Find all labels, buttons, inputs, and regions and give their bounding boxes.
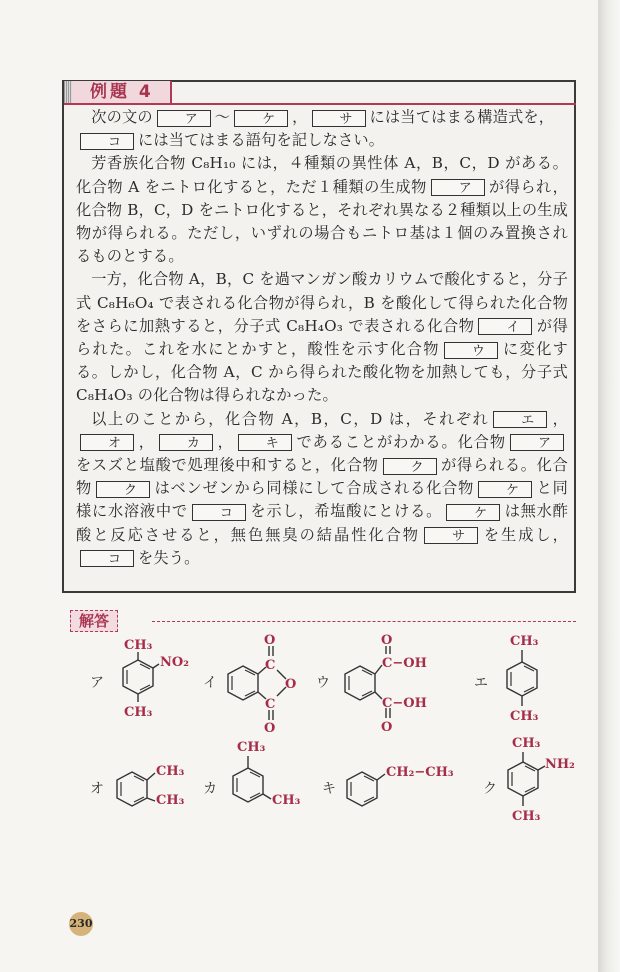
- text: をスズと塩酸で処理後中和すると，化合物: [76, 456, 379, 475]
- cooh-top-label: C−OH: [382, 656, 427, 671]
- blank-box: ク: [96, 481, 150, 498]
- o-bottom-label: O: [264, 721, 276, 736]
- no2-label: NO₂: [160, 655, 189, 670]
- text: が得られ，化合物 B，C，D をニトロ化すると，それぞれ異なる２種類以上の生成物が得られる。ただし，いずれの場合もニトロ基は１個のみ置換されるものとする。: [76, 177, 568, 266]
- ch3-a-label: CH₃: [156, 764, 185, 779]
- answer-divider: [152, 621, 576, 622]
- example-tab-bg: [64, 81, 172, 103]
- text: ，: [292, 108, 308, 126]
- text: ，: [216, 432, 234, 451]
- o-ring-label: O: [285, 677, 297, 692]
- cooh-bottom-label: C−OH: [382, 696, 427, 711]
- blank-box: ア: [157, 110, 211, 127]
- text: 以上のことから，化合物 A，B，C，D は，それぞれ: [91, 409, 490, 428]
- structure-phthalic-acid: [338, 633, 448, 735]
- blank-box: コ: [192, 504, 246, 521]
- answer-heading-text: 解答: [79, 612, 110, 630]
- c-bottom-label: C: [265, 697, 276, 712]
- example-title: 例題 4: [90, 82, 154, 102]
- page-edge-shadow: [598, 0, 620, 972]
- ch3-bottom-label: CH₃: [510, 709, 539, 724]
- blank-box: ア: [431, 179, 485, 196]
- blank-box: サ: [312, 110, 366, 127]
- paragraph-oxidation: [76, 268, 568, 407]
- blank-box: キ: [238, 434, 292, 451]
- answer-label-a: ア: [90, 675, 104, 691]
- blank-box: イ: [478, 318, 532, 335]
- nh2-label: NH₂: [545, 757, 575, 772]
- c-top-label: C: [265, 658, 276, 673]
- blank-box: ケ: [234, 110, 288, 127]
- answer-label-o: オ: [90, 781, 104, 797]
- blank-box: ケ: [446, 504, 500, 521]
- text: 一方，化合物 A，B，C を過マンガン酸カリウムで酸化すると，分子式 C₈H₆O₄ で表される化合物が得られ，B を酸化して得られた化合物をさらに加熱すると，分子式 C₈H₄O₃ で表される化合物: [76, 270, 568, 335]
- text: であることがわかる。化合物: [295, 432, 507, 451]
- answer-heading: [70, 610, 118, 632]
- answer-label-u: ウ: [316, 675, 330, 691]
- blank-box: ケ: [478, 481, 532, 498]
- text: と同様に水溶液中で: [76, 479, 569, 521]
- paragraph-isomers: [76, 152, 568, 268]
- text: は無水酢酸と反応させると，無色無臭の結晶性化合物: [76, 502, 569, 544]
- structure-p-xylene: [500, 632, 560, 727]
- text: には当てはまる構造式を，: [369, 108, 555, 126]
- structure-o-xylene: [115, 758, 200, 818]
- blank-box: ウ: [444, 342, 498, 359]
- ch3-top-label: CH₃: [237, 740, 266, 755]
- text: 次の文の: [91, 108, 153, 126]
- text: ，: [138, 432, 155, 451]
- answer-label-ki: キ: [322, 781, 336, 797]
- structure-ethylbenzene: [345, 756, 475, 816]
- tab-underline: [64, 103, 576, 105]
- text: に変化する。しかし，化合物 A，C から得られた酸化物を加熱しても，分子式 C₈H₄O₃ の化合物は得られなかった。: [76, 340, 568, 405]
- paragraph-instructions: [76, 106, 568, 152]
- text: を失う。: [138, 548, 200, 567]
- blank-box: カ: [159, 434, 213, 451]
- text: が得られる。化合物: [76, 456, 568, 498]
- blank-box: コ: [80, 550, 134, 567]
- text: 芳香族化合物 C₈H₁₀ には，４種類の異性体 A，B，C，D がある。化合物 A をニトロ化すると，ただ１種類の生成物: [76, 154, 568, 196]
- blank-box: オ: [80, 434, 134, 451]
- page-number: 230: [69, 912, 93, 936]
- answer-label-i: イ: [203, 675, 217, 691]
- ch3-bottom-label: CH₃: [124, 705, 153, 720]
- blank-box: ア: [510, 434, 564, 451]
- problem-text: [76, 106, 568, 570]
- structure-xylidine: [500, 732, 590, 827]
- text: には当てはまる語句を記しなさい。: [138, 131, 385, 150]
- text: を示し，希塩酸にとける。: [249, 502, 443, 521]
- answer-label-ka: カ: [203, 781, 217, 797]
- answer-label-e: エ: [474, 675, 488, 691]
- answer-label-ku: ク: [483, 781, 497, 797]
- blank-box: エ: [493, 411, 547, 428]
- structure-phthalic-anhydride: [222, 633, 322, 736]
- structure-m-xylene: [225, 736, 310, 818]
- ch3-bottom-label: CH₃: [512, 809, 541, 824]
- ch3-top-label: CH₃: [124, 638, 153, 653]
- text: が得られた。これを水にとかすと，酸性を示す化合物: [76, 316, 568, 359]
- text: を生成し，: [482, 525, 568, 544]
- blank-box: コ: [80, 133, 134, 150]
- structure-nitro-p-xylene: [105, 636, 205, 726]
- text: 〜: [214, 108, 231, 126]
- blank-box: サ: [424, 527, 478, 544]
- tab-stripe-decoration: [64, 81, 72, 103]
- o-bottom-label: O: [381, 720, 393, 735]
- ch3-bottom-label: CH₃: [272, 793, 301, 808]
- ethyl-chain-label: CH₂−CH₃: [386, 765, 454, 780]
- text: はベンゼンから同様にして合成される化合物: [153, 479, 475, 498]
- ch3-b-label: CH₃: [156, 793, 185, 808]
- o-top-label: O: [264, 633, 276, 648]
- ch3-top-label: CH₃: [512, 736, 541, 751]
- text: ，: [551, 409, 569, 428]
- paragraph-conclusion: [76, 408, 568, 570]
- ch3-top-label: CH₃: [510, 634, 539, 649]
- o-top-label: O: [381, 633, 393, 648]
- blank-box: ク: [383, 458, 437, 475]
